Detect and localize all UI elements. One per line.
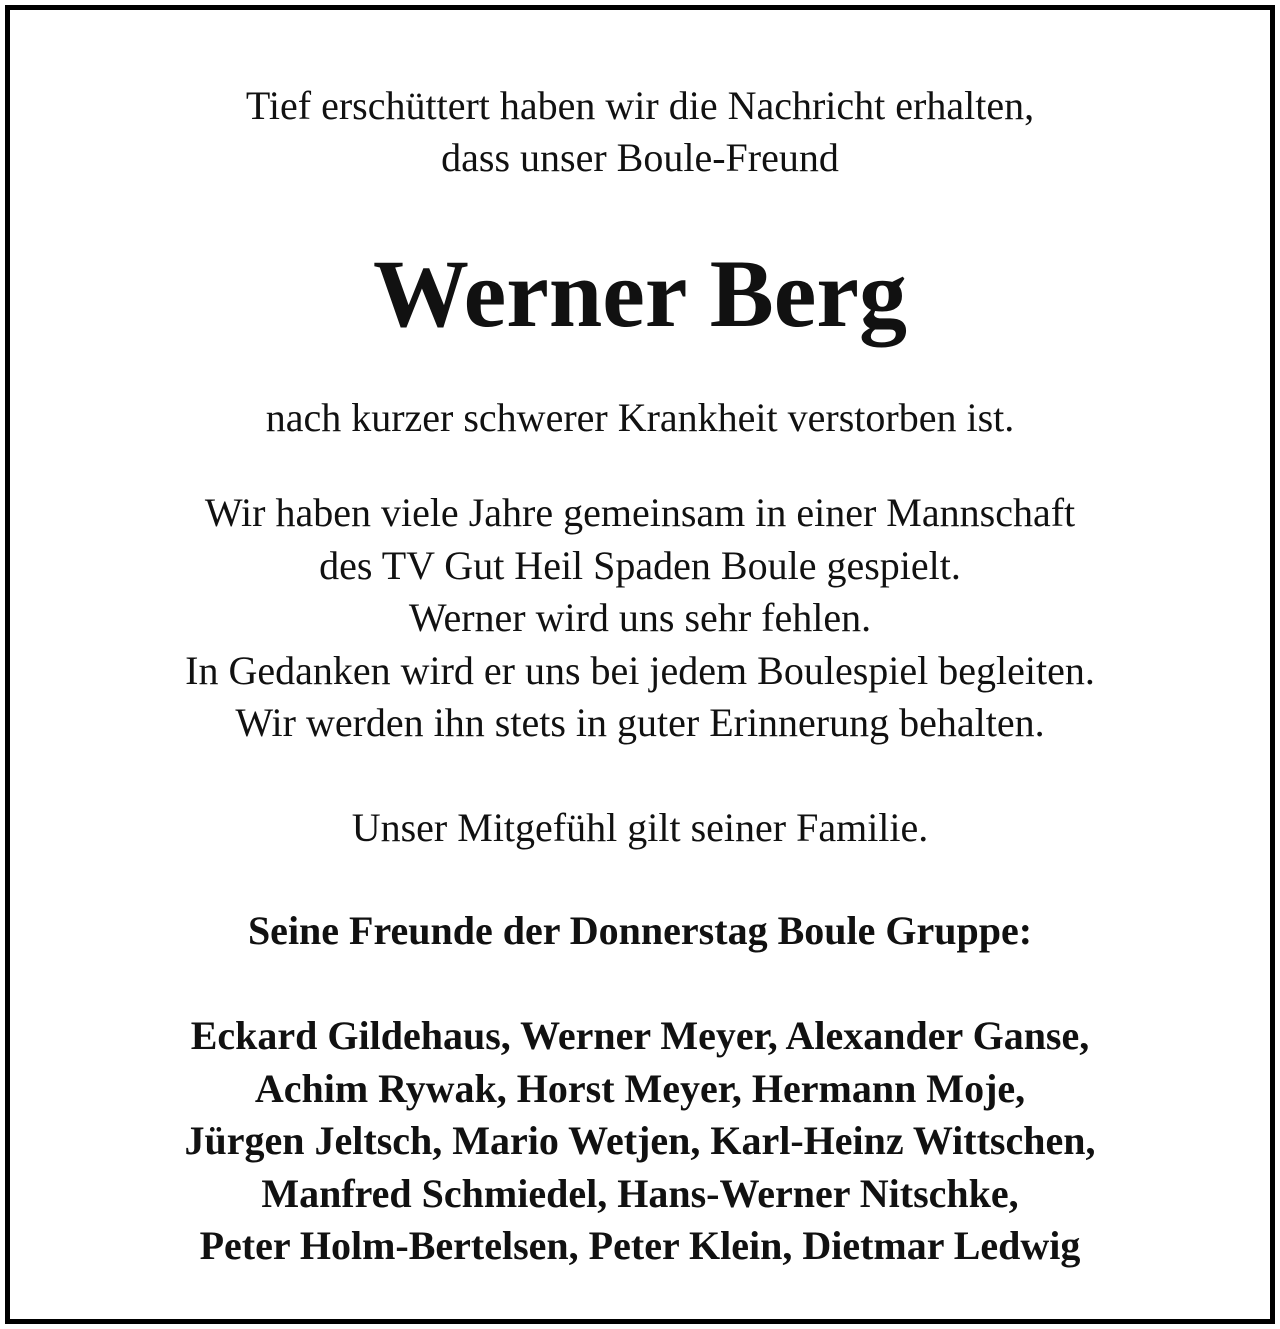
intro-text bbox=[10, 80, 1270, 184]
member-line: Eckard Gildehaus, Werner Meyer, Alexander Ganse, bbox=[190, 1013, 1090, 1058]
memory-line: Wir werden ihn stets in guter Erinnerung behalten. bbox=[235, 700, 1045, 745]
memory-line: Wir haben viele Jahre gemeinsam in einer Mannschaft bbox=[204, 490, 1076, 535]
member-line: Jürgen Jeltsch, Mario Wetjen, Karl-Heinz Wittschen, bbox=[184, 1118, 1096, 1163]
member-list bbox=[10, 1010, 1270, 1273]
memory-line: Werner wird uns sehr fehlen. bbox=[408, 595, 872, 640]
passing-text: nach kurzer schwerer Krankheit verstorben ist. bbox=[265, 395, 1015, 440]
member-line: Manfred Schmiedel, Hans-Werner Nitschke, bbox=[261, 1170, 1019, 1216]
memory-line: des TV Gut Heil Spaden Boule gespielt. bbox=[319, 542, 961, 588]
deceased-name: Werner Berg bbox=[372, 240, 908, 347]
group-heading: Seine Freunde der Donnerstag Boule Gruppe: bbox=[247, 908, 1033, 953]
memory-line: In Gedanken wird er uns bei jedem Boulespiel begleiten. bbox=[185, 647, 1095, 693]
member-line: Achim Rywak, Horst Meyer, Hermann Moje, bbox=[254, 1065, 1026, 1111]
memory-text bbox=[10, 487, 1270, 750]
obituary-notice bbox=[5, 5, 1275, 1324]
member-line: Peter Holm-Bertelsen, Peter Klein, Dietmar Ledwig bbox=[199, 1223, 1081, 1268]
intro-line: Tief erschüttert haben wir die Nachricht erhalten, bbox=[245, 83, 1035, 128]
sympathy-text: Unser Mitgefühl gilt seiner Familie. bbox=[351, 805, 929, 850]
intro-line: dass unser Boule-Freund bbox=[441, 135, 839, 180]
